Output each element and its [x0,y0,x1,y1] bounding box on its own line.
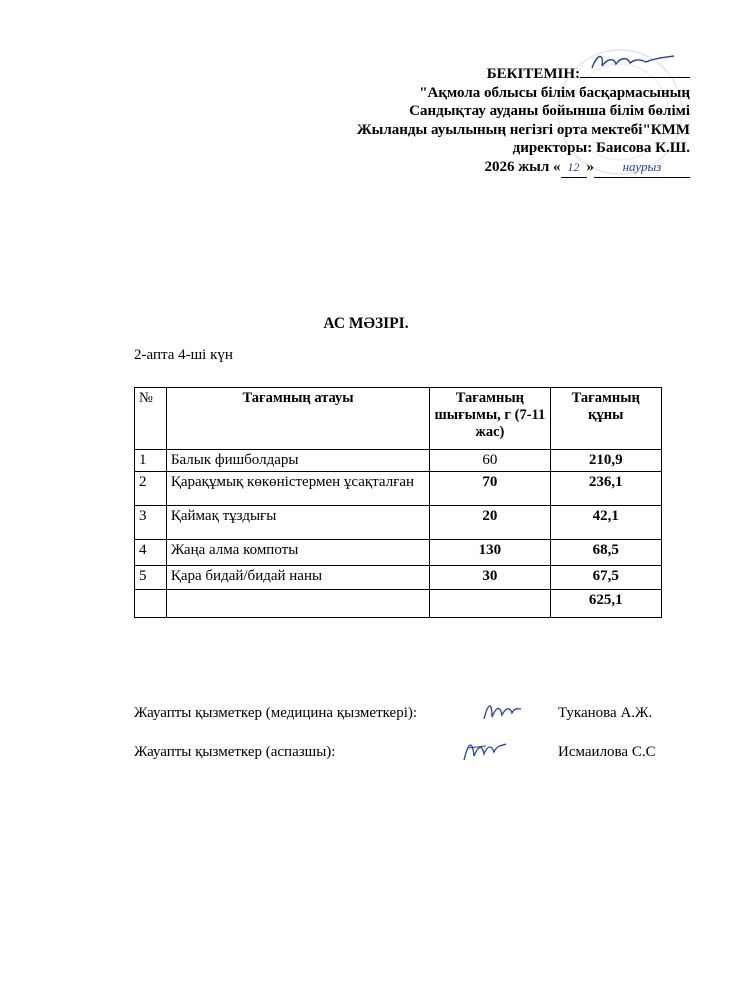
director-signature [588,50,678,76]
approval-line-1: "Ақмола облысы білім басқармасының [419,84,690,101]
header-price: Тағамның құны [550,388,661,450]
medical-signature [480,697,524,725]
cell-num: 1 [135,450,167,472]
cell-price: 210,9 [550,450,661,472]
approval-line-4: директоры: Баисова К.Ш. [512,140,690,157]
table-row [135,450,662,472]
total-yield-cell [430,590,550,618]
cell-yield: 20 [430,506,550,540]
approval-line-2: Сандықтау ауданы бойынша білім бөлімі [409,103,690,120]
header-yield: Тағамның шығымы, г (7-11 жас) [430,388,550,450]
cell-name: Қара бидай/бидай наны [166,566,429,590]
responsible-medical [134,701,674,725]
approval-line-3: Жыланды ауылының негізгі орта мектебі"КММ [356,121,690,138]
document-subtitle: 2-апта 4-ші күн [134,347,233,363]
cell-price: 236,1 [550,472,661,506]
table-row [135,472,662,506]
cell-price: 68,5 [550,540,661,566]
cook-signature [458,736,510,764]
date-prefix: 2026 жыл « [484,158,561,175]
responsible-label: Жауапты қызметкер (медицина қызметкері): [134,705,418,721]
total-name-cell [166,590,429,618]
cell-price: 42,1 [550,506,661,540]
cell-yield: 30 [430,566,550,590]
table-total-row [135,590,662,618]
cell-num: 4 [135,540,167,566]
total-price: 625,1 [550,590,661,618]
table-row [135,566,662,590]
date-month: наурыз [594,158,690,178]
cell-name: Қарақұмық көкөністермен ұсақталған [166,472,429,506]
cell-yield: 70 [430,472,550,506]
document-title: АС МӘЗІРІ. [323,315,409,332]
table-row [135,506,662,540]
cell-num: 5 [135,566,167,590]
cell-name: Жаңа алма компоты [166,540,429,566]
approval-block [250,62,690,178]
header-num: № [135,388,167,450]
menu-table [134,387,662,618]
responsible-name: Туканова А.Ж. [558,705,653,721]
approval-date-line [250,158,690,178]
table-row [135,540,662,566]
date-day: 12 [561,158,587,178]
date-mid: » [586,158,594,175]
responsible-label: Жауапты қызметкер (аспазшы): [134,744,336,760]
responsible-cook [134,740,674,764]
table-header-row [135,388,662,450]
cell-num: 3 [135,506,167,540]
cell-price: 67,5 [550,566,661,590]
approval-heading: БЕКІТЕМІН: [486,66,580,82]
responsible-name: Исмаилова С.С [558,744,656,760]
cell-num: 2 [135,472,167,506]
approval-heading-line [250,62,690,84]
header-name: Тағамның атауы [166,388,429,450]
total-num-cell [135,590,167,618]
director-signature-line [580,62,690,78]
cell-yield: 130 [430,540,550,566]
cell-name: Балык фишболдары [166,450,429,472]
cell-yield: 60 [430,450,550,472]
cell-name: Қаймақ тұздығы [166,506,429,540]
